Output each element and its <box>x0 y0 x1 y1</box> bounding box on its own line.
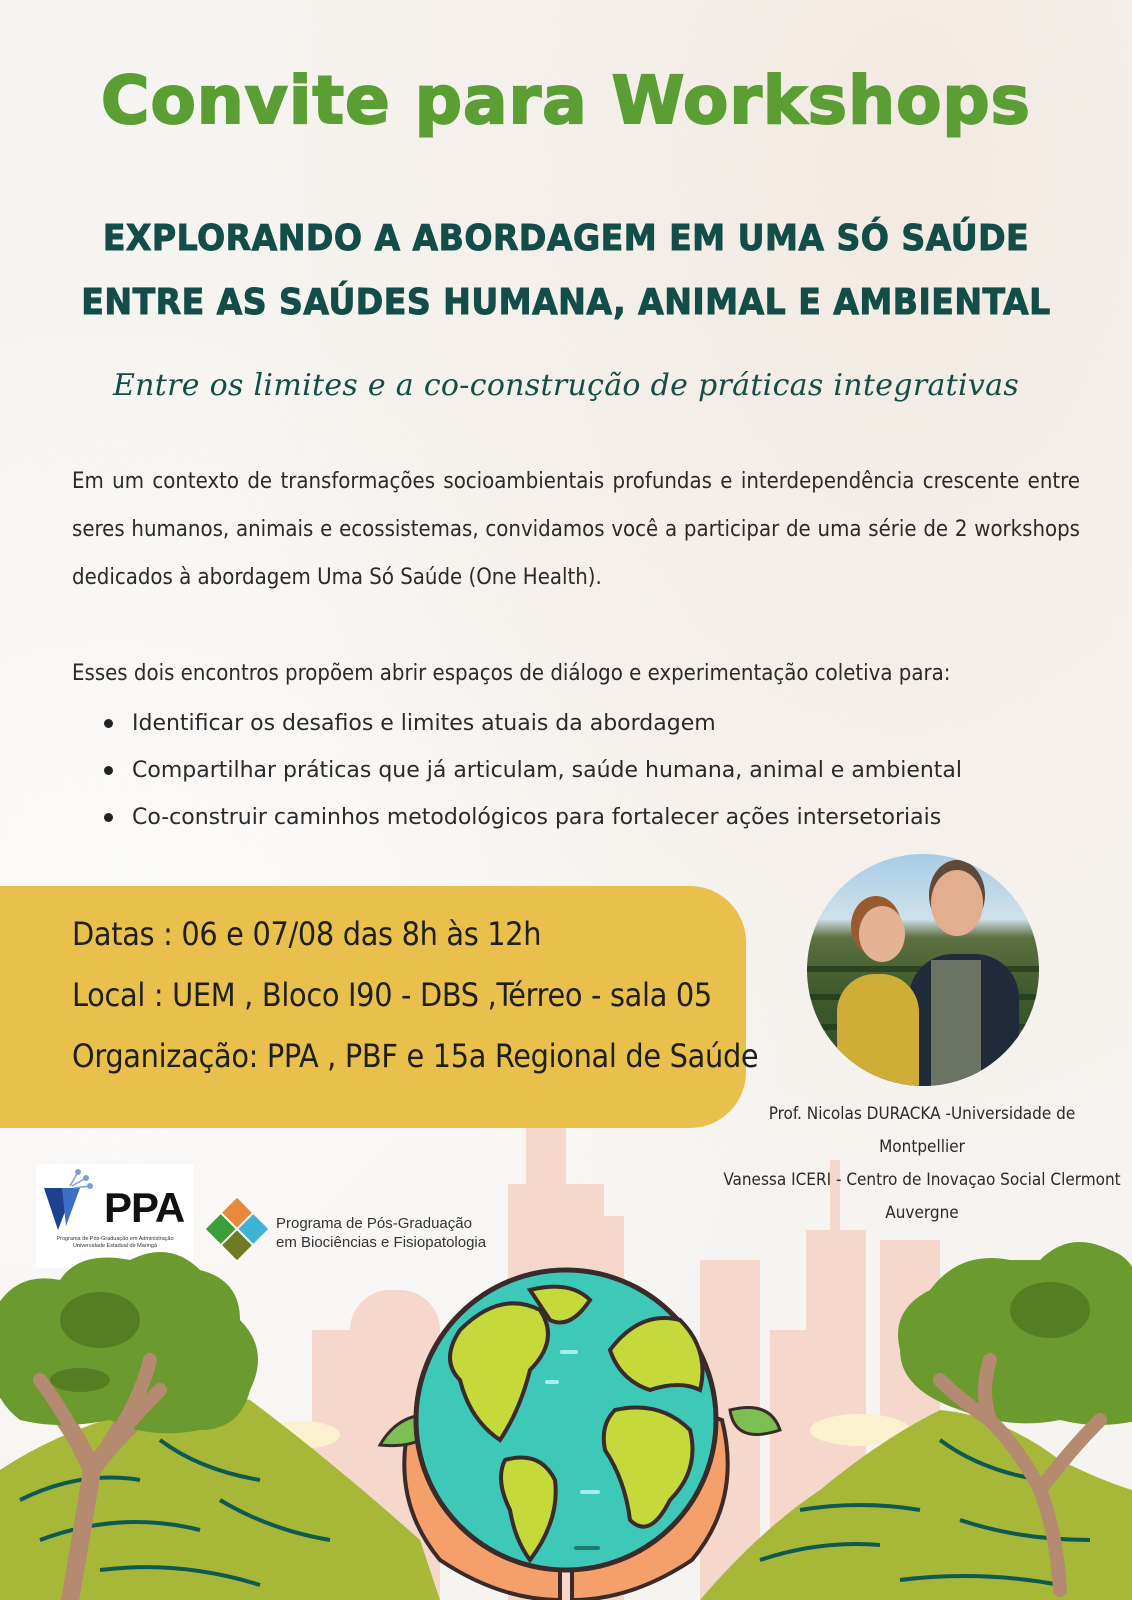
speakers-photo <box>807 854 1039 1086</box>
bullet-icon <box>104 719 113 728</box>
earth-hands-illustration <box>0 1240 1132 1600</box>
photo-woman-head <box>859 906 905 962</box>
event-organization: Organização: PPA , PBF e 15a Regional de Saúde <box>72 1037 759 1075</box>
intro-paragraph: Em um contexto de transformações socioambientais profundas e interdependência crescente entre seres humanos, animais e ecossistemas, convidamos você a participar de uma série de 2 workshops dedicados à abordagem Uma Só Saúde (One Health). <box>72 469 1080 590</box>
event-location: Local : UEM , Bloco I90 - DBS ,Térreo - sala 05 <box>72 976 712 1014</box>
bullet-icon <box>104 766 113 775</box>
speakers-caption: Prof. Nicolas DURACKA -Universidade de Montpellier Vanessa ICERI - Centro de Inovaçao Social Clermont Auvergne <box>723 1104 1121 1223</box>
goal-item: Compartilhar práticas que já articulam, saúde humana, animal e ambiental <box>104 747 962 794</box>
tagline: Entre os limites e a co-construção de práticas integrativas <box>112 368 1020 403</box>
goal-item: Co-construir caminhos metodológicos para fortalecer ações intersetoriais <box>104 794 962 841</box>
goals-intro: Esses dois encontros propõem abrir espaços de diálogo e experimentação coletiva para: <box>72 661 951 686</box>
photo-man-shirt <box>931 960 981 1086</box>
ppa-wordmark: PPA <box>104 1184 185 1231</box>
skyline-building <box>526 1128 566 1188</box>
photo-woman <box>837 974 919 1086</box>
photo-man-head <box>931 870 983 936</box>
pbf-logo-text: Programa de Pós-Graduação em Biociências e Fisiopatologia <box>276 1215 487 1251</box>
subtitle-line-1: EXPLORANDO A ABORDAGEM EM UMA SÓ SAÚDE <box>102 218 1030 259</box>
goal-item: Identificar os desafios e limites atuais da abordagem <box>104 700 962 747</box>
bullet-icon <box>104 813 113 822</box>
goals-list <box>104 700 962 841</box>
ppa-subtitle: Programa de Pós-Graduação em Administração Universidade Estadual de Maringá <box>56 1236 174 1249</box>
subtitle-line-2: ENTRE AS SAÚDES HUMANA, ANIMAL E AMBIENTAL <box>81 282 1051 323</box>
event-dates: Datas : 06 e 07/08 das 8h às 12h <box>72 915 542 953</box>
page-title: Convite para Workshops <box>101 62 1031 139</box>
ppa-emblem-icon <box>40 1166 100 1236</box>
event-info-panel <box>0 886 759 1128</box>
